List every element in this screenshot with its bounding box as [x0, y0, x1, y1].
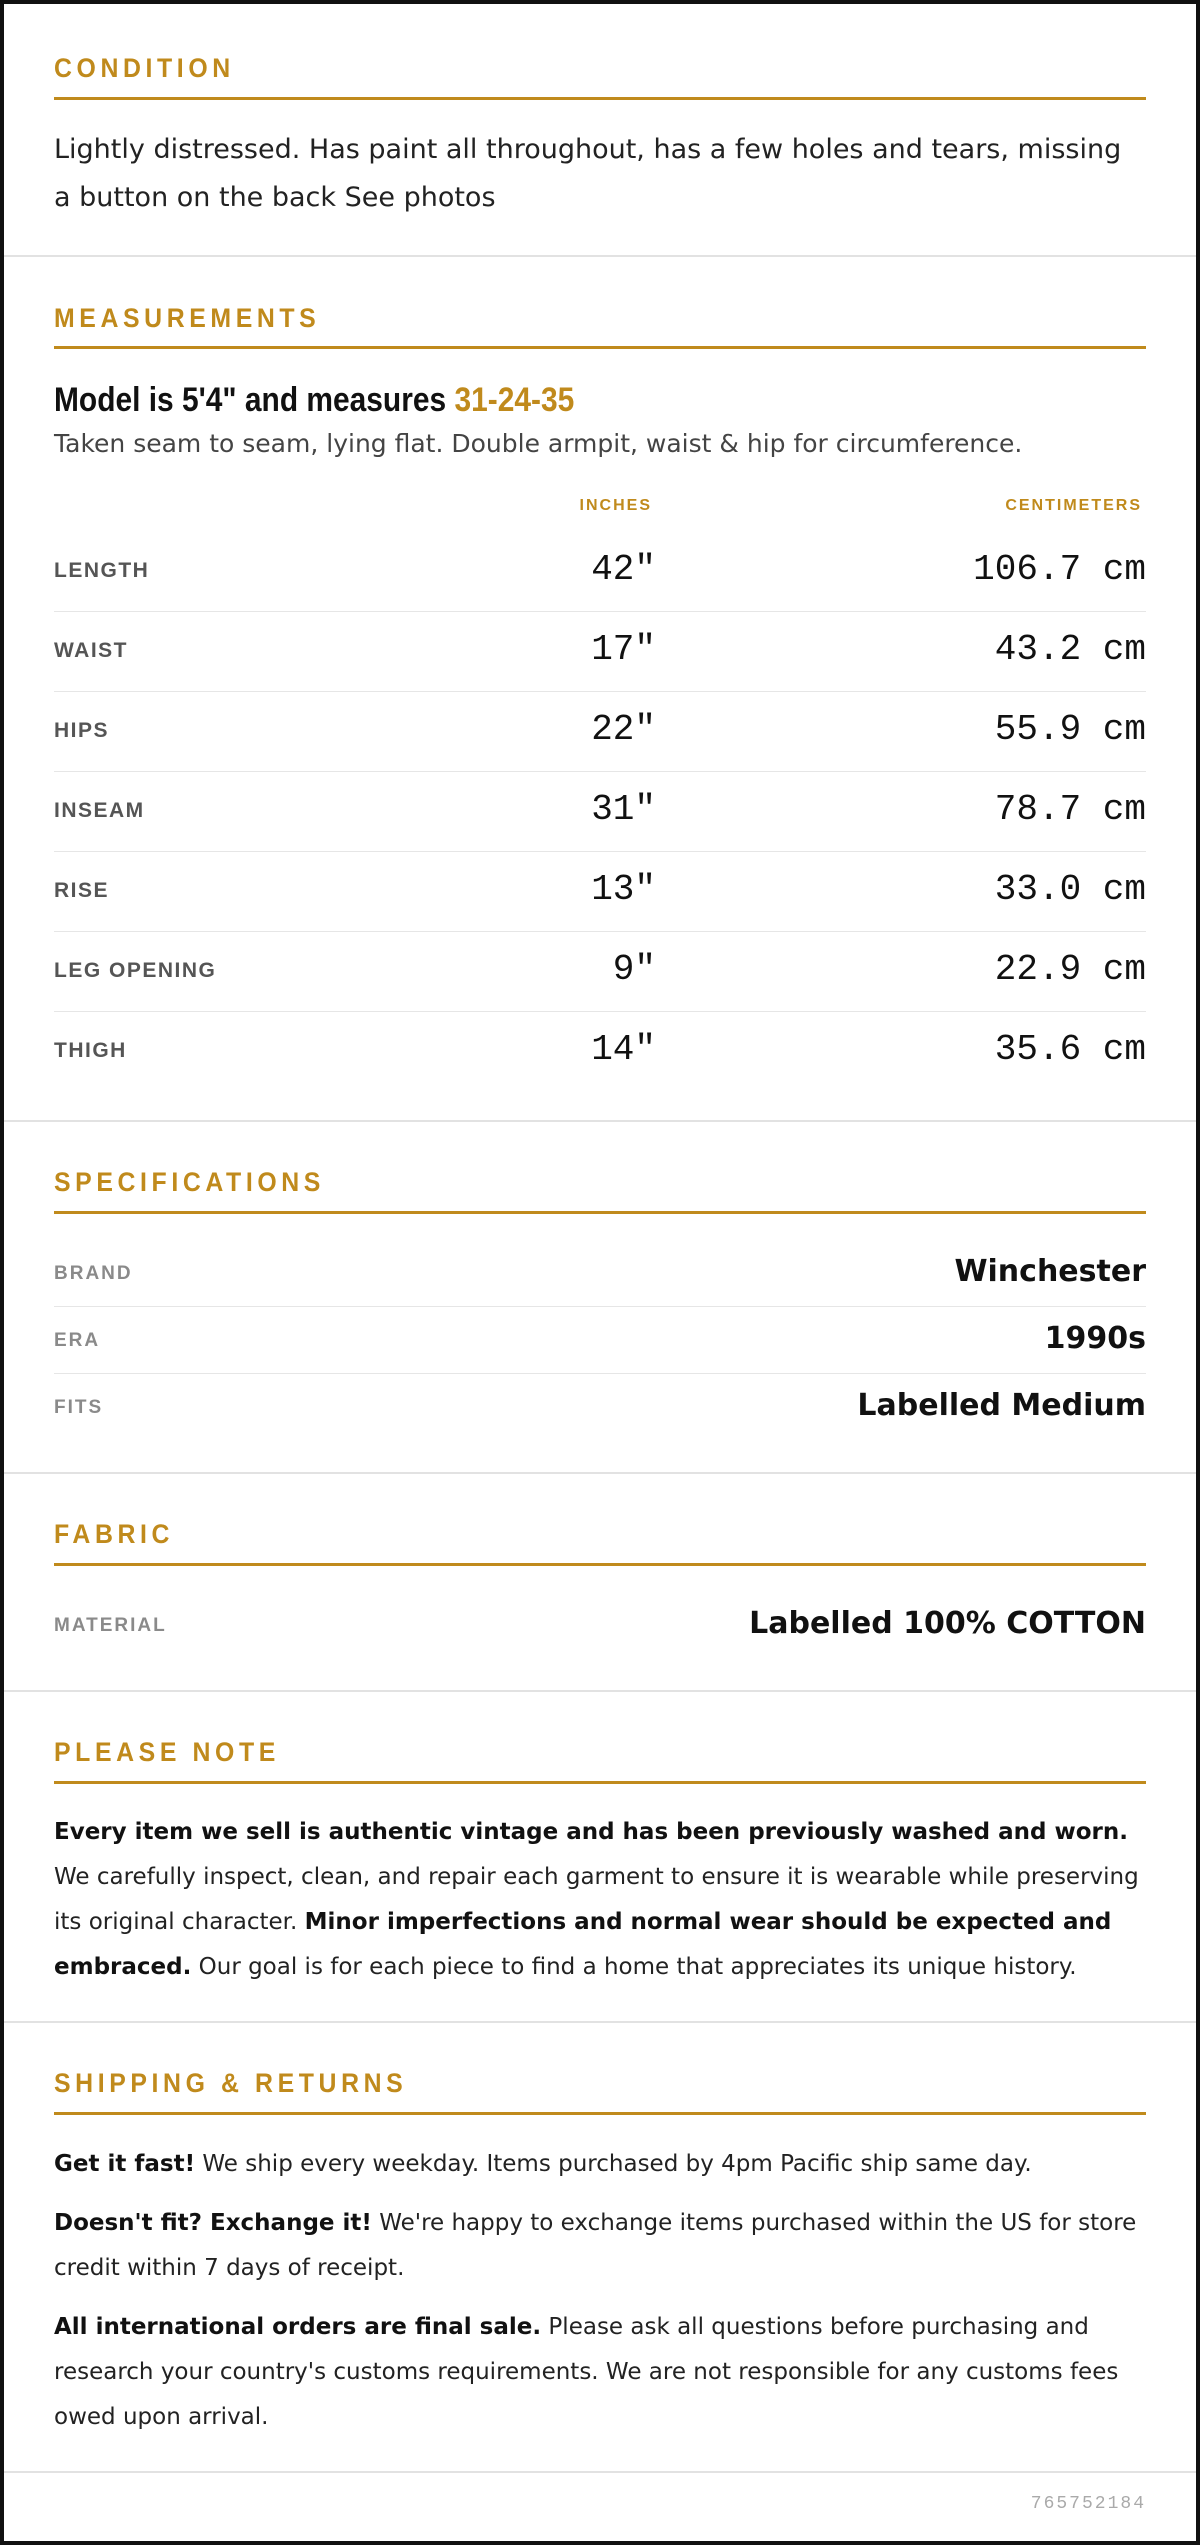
- shipping-paragraph-international: [54, 2305, 1146, 2440]
- note-text-inspect: We carefully inspect, clean, and repair each garment to ensure it is wearable while preserving its original character.: [54, 1864, 1139, 1935]
- shipping-exchange-text: We're happy to exchange items purchased within the US for store credit within 7 days of receipt.: [54, 2210, 1137, 2281]
- measurement-label: RISE: [54, 879, 110, 902]
- measurement-inches: 31": [591, 789, 656, 830]
- measurement-inches: 13": [591, 869, 656, 910]
- centimeters-column-header: CENTIMETERS: [1005, 497, 1142, 514]
- sku-number: 765752184: [1030, 2494, 1146, 2514]
- spec-value: 1990s: [1044, 1321, 1146, 1356]
- measurement-cm: 106.7 cm: [973, 549, 1146, 590]
- fabric-row: [54, 1592, 1146, 1659]
- section-divider: [4, 2021, 1196, 2023]
- measurements-rule: [54, 346, 1146, 349]
- note-bold-imperfections: Minor imperfections and normal wear should be expected and embraced.: [54, 1909, 1112, 1980]
- model-measures: 31-24-35: [454, 381, 575, 419]
- measurement-row: [54, 1012, 1146, 1092]
- measurement-label: WAIST: [54, 639, 128, 662]
- model-info: [54, 380, 574, 420]
- measurement-inches: 22": [591, 709, 656, 750]
- specifications-rule: [54, 1211, 1146, 1214]
- spec-value: Labelled Medium: [857, 1388, 1146, 1423]
- measurement-row: [54, 772, 1146, 852]
- inches-column-header: INCHES: [579, 497, 652, 514]
- section-divider: [4, 1120, 1196, 1122]
- fabric-value: Labelled 100% COTTON: [749, 1606, 1146, 1641]
- measurement-row: [54, 612, 1146, 692]
- spec-label: BRAND: [54, 1263, 133, 1284]
- note-text-goal: Our goal is for each piece to find a home that appreciates its unique history.: [191, 1954, 1077, 1980]
- measurements-heading: MEASUREMENTS: [54, 303, 321, 333]
- measurement-cm: 55.9 cm: [994, 709, 1146, 750]
- measurement-label: THIGH: [54, 1039, 127, 1062]
- measurement-row: [54, 692, 1146, 772]
- shipping-paragraph-fast: [54, 2142, 1146, 2187]
- shipping-international-text: Please ask all questions before purchasing and research your country's customs requirements. We are not responsible for any customs fees owed upon arrival.: [54, 2314, 1119, 2430]
- condition-heading: CONDITION: [54, 53, 235, 83]
- measurement-inches: 9": [612, 949, 656, 990]
- fabric-rule: [54, 1563, 1146, 1566]
- measurement-inches: 14": [591, 1029, 656, 1070]
- condition-rule: [54, 97, 1146, 100]
- measurement-cm: 78.7 cm: [994, 789, 1146, 830]
- measurement-row: [54, 532, 1146, 612]
- section-divider: [4, 1472, 1196, 1474]
- measurements-subtitle: Taken seam to seam, lying flat. Double armpit, waist & hip for circumference.: [54, 429, 1023, 458]
- fabric-heading: FABRIC: [54, 1519, 175, 1549]
- specifications-heading: SPECIFICATIONS: [54, 1167, 325, 1197]
- please-note-rule: [54, 1781, 1146, 1784]
- measurement-cm: 33.0 cm: [994, 869, 1146, 910]
- condition-text: Lightly distressed. Has paint all throughout, has a few holes and tears, missing a button on the back See photos: [54, 134, 1122, 213]
- note-bold-authentic: Every item we sell is authentic vintage and has been previously washed and worn.: [54, 1819, 1128, 1845]
- section-divider: [4, 2471, 1196, 2473]
- measurement-cm: 22.9 cm: [994, 949, 1146, 990]
- section-divider: [4, 1690, 1196, 1692]
- shipping-international-bold: All international orders are final sale.: [54, 2314, 542, 2340]
- measurement-label: HIPS: [54, 719, 110, 742]
- measurement-label: LENGTH: [54, 559, 150, 582]
- measurement-label: INSEAM: [54, 799, 145, 822]
- shipping-rule: [54, 2112, 1146, 2115]
- model-prefix: Model is 5'4" and measures: [54, 381, 455, 419]
- shipping-fast-text: We ship every weekday. Items purchased by 4pm Pacific ship same day.: [195, 2151, 1032, 2177]
- spec-row: [54, 1240, 1146, 1307]
- spec-value: Winchester: [954, 1254, 1146, 1289]
- spec-row: [54, 1307, 1146, 1374]
- measurement-inches: 42": [591, 549, 656, 590]
- shipping-exchange-bold: Doesn't fit? Exchange it!: [54, 2210, 372, 2236]
- shipping-paragraph-exchange: [54, 2201, 1146, 2291]
- section-divider: [4, 255, 1196, 257]
- measurement-row: [54, 932, 1146, 1012]
- measurement-inches: 17": [591, 629, 656, 670]
- measurement-cm: 43.2 cm: [994, 629, 1146, 670]
- please-note-heading: PLEASE NOTE: [54, 1737, 280, 1767]
- shipping-fast-bold: Get it fast!: [54, 2151, 196, 2177]
- measurement-row: [54, 852, 1146, 932]
- please-note-text: [54, 1810, 1146, 1990]
- measurement-label: LEG OPENING: [54, 959, 217, 982]
- fabric-label: MATERIAL: [54, 1615, 167, 1636]
- spec-row: [54, 1374, 1146, 1441]
- shipping-heading: SHIPPING & RETURNS: [54, 2068, 408, 2098]
- measurement-cm: 35.6 cm: [994, 1029, 1146, 1070]
- spec-label: FITS: [54, 1397, 104, 1418]
- spec-label: ERA: [54, 1330, 101, 1351]
